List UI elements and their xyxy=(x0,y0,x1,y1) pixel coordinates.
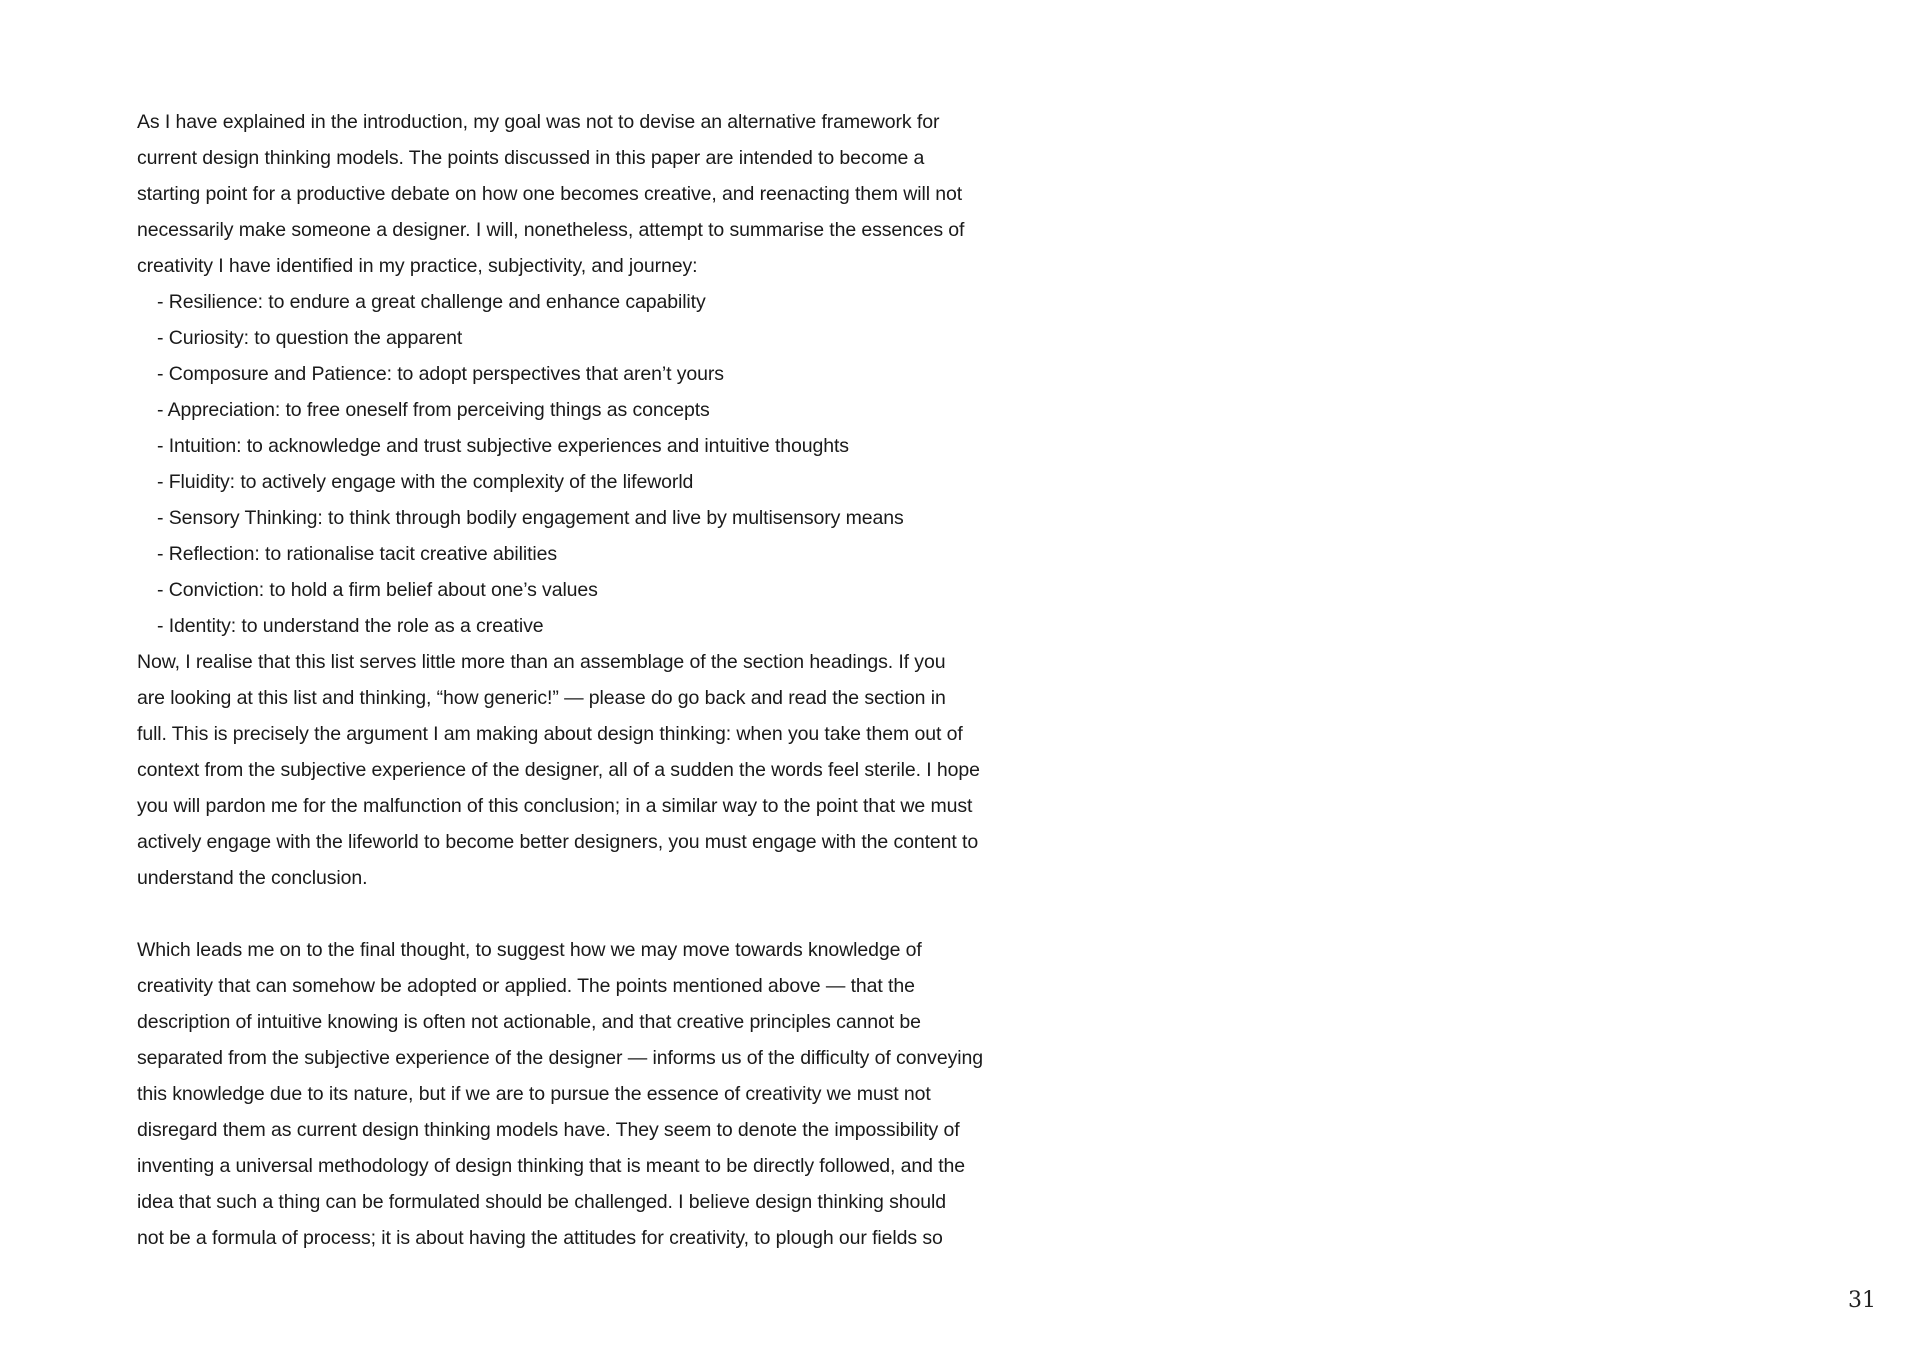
text-line: separated from the subjective experience of the designer — informs us of the difficulty of conveying xyxy=(137,1047,983,1069)
text-line: full. This is precisely the argument I am making about design thinking: when you take them out of xyxy=(137,723,963,745)
text-line: this knowledge due to its nature, but if we are to pursue the essence of creativity we must not xyxy=(137,1083,931,1105)
list-item: - Composure and Patience: to adopt perspectives that aren’t yours xyxy=(157,363,724,385)
text-line: idea that such a thing can be formulated should be challenged. I believe design thinking should xyxy=(137,1191,946,1213)
text-line: context from the subjective experience of the designer, all of a sudden the words feel sterile. I hope xyxy=(137,759,980,781)
list-item: - Fluidity: to actively engage with the complexity of the lifeworld xyxy=(157,471,694,493)
text-line: understand the conclusion. xyxy=(137,867,368,889)
text-line: disregard them as current design thinking models have. They seem to denote the impossibility of xyxy=(137,1119,960,1141)
list-item: - Resilience: to endure a great challenge and enhance capability xyxy=(157,291,706,313)
text-line: actively engage with the lifeworld to become better designers, you must engage with the content to xyxy=(137,831,979,853)
list-item: - Curiosity: to question the apparent xyxy=(157,327,463,349)
text-line: necessarily make someone a designer. I will, nonetheless, attempt to summarise the essences of xyxy=(137,219,965,241)
text-line: creativity I have identified in my practice, subjectivity, and journey: xyxy=(137,255,698,277)
page-number: 31 xyxy=(1848,1288,1876,1313)
text-line: As I have explained in the introduction, my goal was not to devise an alternative framework for xyxy=(137,111,940,133)
text-line: starting point for a productive debate on how one becomes creative, and reenacting them will not xyxy=(137,183,963,205)
text-line: are looking at this list and thinking, “how generic!” — please do go back and read the section in xyxy=(137,687,946,709)
text-line: you will pardon me for the malfunction of this conclusion; in a similar way to the point that we must xyxy=(137,795,973,817)
list-item: - Conviction: to hold a firm belief about one’s values xyxy=(157,579,598,601)
list-item: - Reflection: to rationalise tacit creative abilities xyxy=(157,543,558,565)
text-line: Which leads me on to the final thought, to suggest how we may move towards knowledge of xyxy=(137,939,922,961)
text-line: current design thinking models. The points discussed in this paper are intended to become a xyxy=(137,147,925,169)
text-line: Now, I realise that this list serves little more than an assemblage of the section headings. If you xyxy=(137,651,946,673)
paragraph-reflection xyxy=(137,644,1037,896)
list-item: - Identity: to understand the role as a creative xyxy=(157,615,544,637)
text-line: not be a formula of process; it is about having the attitudes for creativity, to plough our fields so xyxy=(137,1227,943,1249)
paragraph-final-thought xyxy=(137,932,1037,1256)
text-line: inventing a universal methodology of design thinking that is meant to be directly followed, and the xyxy=(137,1155,966,1177)
list-item: - Appreciation: to free oneself from perceiving things as concepts xyxy=(157,399,710,421)
paragraph-intro xyxy=(137,104,1037,284)
text-line: creativity that can somehow be adopted or applied. The points mentioned above — that the xyxy=(137,975,915,997)
essences-list xyxy=(137,284,1037,644)
text-line: description of intuitive knowing is often not actionable, and that creative principles cannot be xyxy=(137,1011,921,1033)
paragraph-spacer xyxy=(137,896,1037,932)
body-text xyxy=(137,104,1037,1256)
list-item: - Intuition: to acknowledge and trust subjective experiences and intuitive thoughts xyxy=(157,435,849,457)
list-item: - Sensory Thinking: to think through bodily engagement and live by multisensory means xyxy=(157,507,904,529)
